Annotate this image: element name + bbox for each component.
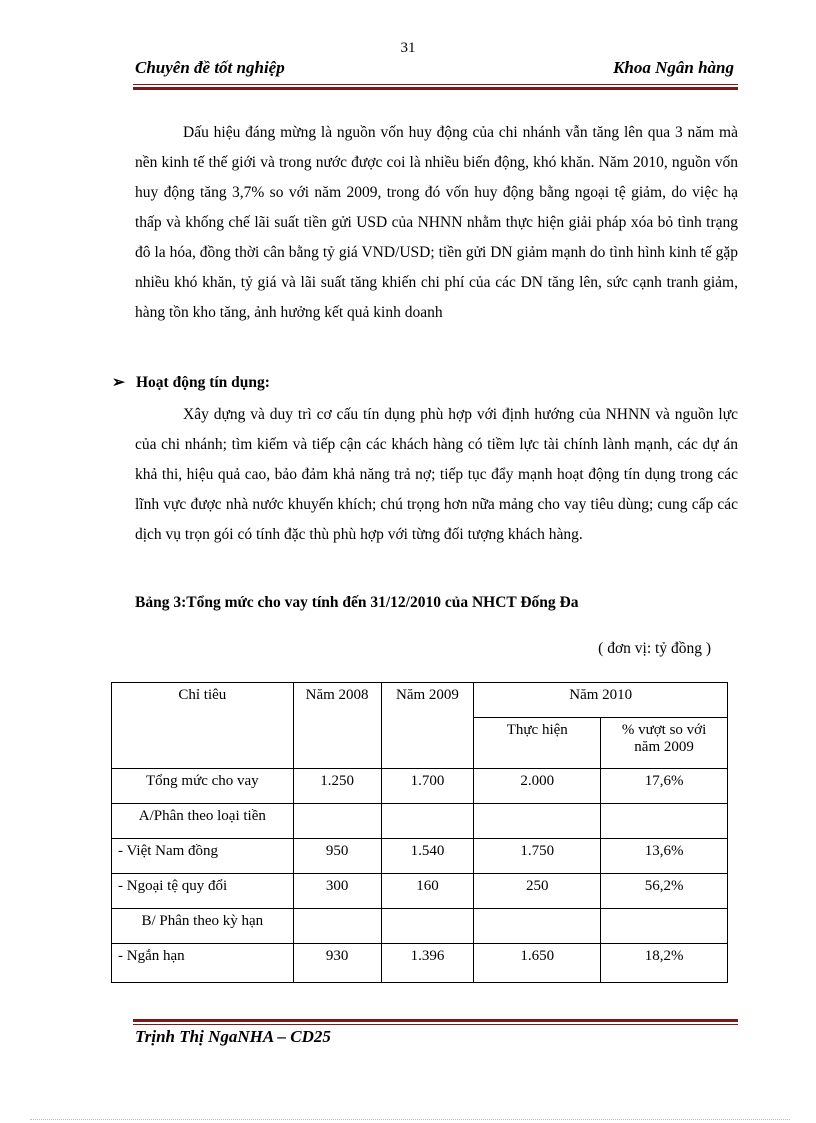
cell-actual	[474, 804, 601, 839]
header-rule-thick	[133, 87, 738, 90]
table-caption: Bảng 3:Tổng mức cho vay tính đến 31/12/2010 của NHCT Đống Đa	[135, 594, 579, 611]
footer-rule-thick	[133, 1019, 738, 1022]
row-label: Tổng mức cho vay	[112, 769, 294, 804]
row-label: B/ Phân theo kỳ hạn	[112, 909, 294, 944]
cell-2008: 1.250	[293, 769, 381, 804]
arrow-bullet-icon: ➢	[112, 374, 125, 391]
cell-pct: 13,6%	[601, 839, 728, 874]
cell-2009	[381, 909, 474, 944]
header-actual: Thực hiện	[474, 718, 601, 769]
cell-actual	[474, 909, 601, 944]
cell-2008: 950	[293, 839, 381, 874]
row-label: - Việt Nam đồng	[112, 839, 294, 874]
cell-pct	[601, 909, 728, 944]
header-department: Khoa Ngân hàng	[613, 58, 734, 77]
cell-pct: 18,2%	[601, 944, 728, 983]
table-row	[112, 874, 728, 909]
cell-2008	[293, 909, 381, 944]
row-label: - Ngoại tệ quy đổi	[112, 874, 294, 909]
row-label: A/Phân theo loại tiền	[112, 804, 294, 839]
header-2008: Năm 2008	[293, 683, 381, 769]
section-heading-credit	[112, 368, 270, 398]
paragraph-1-text: Dấu hiệu đáng mừng là nguồn vốn huy động của chi nhánh vẫn tăng lên qua 3 năm mà nền kinh tế thế giới và trong nước được coi là nhiều biến động, khó khăn. Năm 2010, nguồn vốn huy động tăng 3,7% so với năm 2009, trong đó vốn huy động bằng ngoại tệ giảm, do việc hạ thấp và khống chế lãi suất tiền gửi USD của NHNN nhằm thực hiện giải pháp xóa bỏ tình trạng đô la hóa, đồng thời cân bằng tỷ giá VND/USD; tiền gửi DN giảm mạnh do tình hình kinh tế gặp nhiều khó khăn, tỷ giá và lãi suất tăng khiến chi phí của các DN tăng lên, sức cạnh tranh giảm, hàng tồn kho tăng, ảnh hưởng kết quả kinh doanh	[135, 124, 738, 321]
header-2010: Năm 2010	[474, 683, 728, 718]
row-label: - Ngắn hạn	[112, 944, 294, 983]
paragraph-2-text: Xây dựng và duy trì cơ cấu tín dụng phù hợp với định hướng của NHNN và nguồn lực của chi nhánh; tìm kiếm và tiếp cận các khách hàng có tiềm lực tài chính lành mạnh, các dự án khả thi, hiệu quả cao, bảo đảm khả năng trả nợ; tiếp tục đẩy mạnh hoạt động tín dụng trong các lĩnh vực được nhà nước khuyến khích; chú trọng hơn nữa mảng cho vay tiêu dùng; cung cấp các dịch vụ trọn gói có tính đặc thù phù hợp với từng đối tượng khách hàng.	[135, 406, 738, 543]
cell-actual: 1.750	[474, 839, 601, 874]
section-heading-text: Hoạt động tín dụng:	[136, 374, 270, 391]
footer-rule-thin	[133, 1024, 738, 1025]
cell-actual: 250	[474, 874, 601, 909]
cell-pct	[601, 804, 728, 839]
footer-author: Trịnh Thị NgaNHA – CD25	[135, 1027, 331, 1046]
cell-pct: 56,2%	[601, 874, 728, 909]
header-indicator: Chỉ tiêu	[112, 683, 294, 769]
cell-2009: 1.700	[381, 769, 474, 804]
cell-2009	[381, 804, 474, 839]
loan-table	[111, 682, 728, 983]
header-title: Chuyên đề tốt nghiệp	[135, 58, 285, 77]
cell-2008: 930	[293, 944, 381, 983]
table-row	[112, 804, 728, 839]
cell-2009: 160	[381, 874, 474, 909]
cell-actual: 1.650	[474, 944, 601, 983]
table-row	[112, 769, 728, 804]
table-header-row	[112, 683, 728, 718]
cell-2008: 300	[293, 874, 381, 909]
page-number: 31	[400, 40, 416, 56]
table-unit-note: ( đơn vị: tỷ đồng )	[598, 640, 711, 657]
cell-2009: 1.396	[381, 944, 474, 983]
cell-2008	[293, 804, 381, 839]
table-row	[112, 839, 728, 874]
header-rule-thin	[133, 84, 738, 85]
paragraph-credit-activity	[135, 400, 738, 550]
cell-actual: 2.000	[474, 769, 601, 804]
header-2009: Năm 2009	[381, 683, 474, 769]
cell-2009: 1.540	[381, 839, 474, 874]
table-row	[112, 944, 728, 983]
header-pct-over-2009: % vượt so với năm 2009	[601, 718, 728, 769]
paragraph-capital-mobilization	[135, 118, 738, 328]
page-bottom-dotted-line	[30, 1119, 790, 1120]
table-row	[112, 909, 728, 944]
cell-pct: 17,6%	[601, 769, 728, 804]
